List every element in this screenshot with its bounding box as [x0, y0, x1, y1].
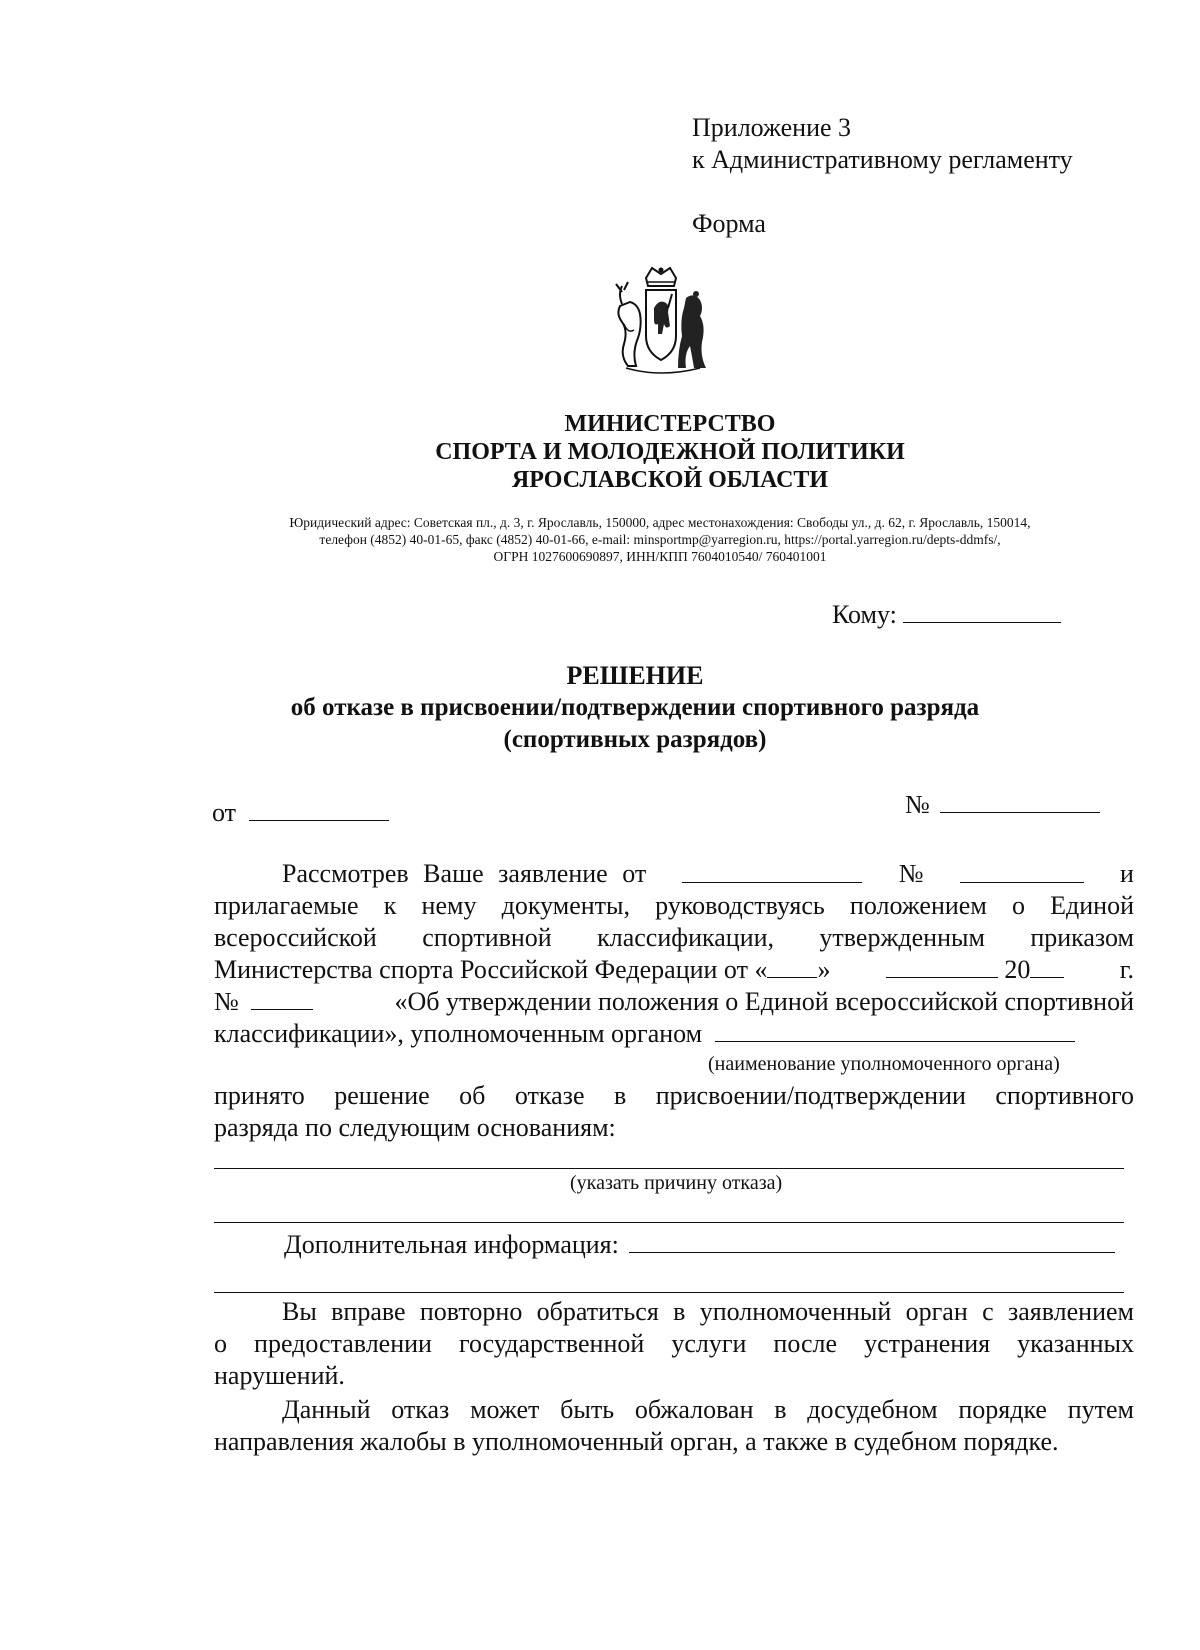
paragraph-1-line-5 [214, 986, 1134, 1019]
p1-and: и [1120, 859, 1134, 888]
p1-quote-close: » [817, 955, 831, 984]
p1-number-sign: № [898, 859, 924, 888]
paragraph-1-line-2: прилагаемые к нему документы, руководствуясь положением о Единой [214, 891, 1134, 920]
appendix-title: Приложение 3 [692, 113, 852, 142]
address-line-1: Юридический адрес: Советская пл., д. 3, г. Ярославль, 150000, адрес местонахождения: Свободы ул., д. 62, г. Ярославль, 150014, [289, 515, 1031, 530]
number-blank[interactable] [940, 811, 1100, 813]
paragraph-1-line-7: принято решение об отказе в присвоении/подтверждении спортивного [214, 1081, 1134, 1110]
p1-year-suffix: г. [1119, 955, 1134, 984]
number-label: № [905, 790, 930, 819]
date-blank[interactable] [249, 819, 389, 821]
paragraph-1-line-4 [214, 954, 1134, 987]
date-label: от [212, 798, 237, 827]
p1-authority-label: классификации», уполномоченным органом [214, 1019, 703, 1048]
decision-date-field [212, 798, 389, 828]
paragraph-2-line-1: Вы вправе повторно обратиться в уполномоченный орган с заявлением [282, 1297, 1134, 1326]
recipient-blank[interactable] [903, 621, 1061, 623]
decision-subtitle-2: (спортивных разрядов) [503, 726, 767, 753]
form-label: Форма [692, 209, 766, 238]
recipient-field [832, 600, 1061, 630]
p1-order-ref: Министерства спорта Российской Федерации от « [214, 955, 768, 984]
appendix-block [692, 112, 1073, 240]
additional-info-rule[interactable] [214, 1292, 1124, 1293]
paragraph-3-line-2: направления жалобы в уполномоченный орган, а также в судебном порядке. [214, 1427, 1059, 1456]
paragraph-2-line-2: о предоставлении государственной услуги после устранения указанных [214, 1329, 1134, 1358]
p1-order-number-sign: № [214, 987, 239, 1016]
additional-info-label: Дополнительная информация: [284, 1230, 619, 1259]
paragraph-3-line-1: Данный отказ может быть обжалован в досудебном порядке путем [282, 1395, 1134, 1424]
additional-info-blank[interactable] [629, 1251, 1115, 1253]
ministry-address [200, 514, 1120, 565]
authority-name-blank[interactable] [715, 1040, 1075, 1042]
reason-rule-2[interactable] [214, 1222, 1124, 1223]
paragraph-1-line-8: разряда по следующим основаниям: [214, 1113, 616, 1142]
order-day-blank[interactable] [767, 976, 817, 978]
p1-order-title: «Об утверждении положения о Единой всероссийской спортивной [394, 987, 1134, 1016]
decision-number-field [905, 790, 1100, 820]
decision-title: РЕШЕНИЕ [566, 661, 704, 690]
p1-year-prefix: 20 [1004, 955, 1031, 984]
address-line-3: ОГРН 1027600690897, ИНН/КПП 7604010540/ 760401001 [493, 549, 827, 564]
ministry-line-3: ЯРОСЛАВСКОЙ ОБЛАСТИ [511, 467, 829, 493]
additional-info-field [284, 1230, 1115, 1260]
yaroslavl-coat-of-arms-icon [608, 264, 714, 378]
decision-subtitle-1: об отказе в присвоении/подтверждении спортивного разряда [290, 694, 980, 721]
recipient-label: Кому: [832, 600, 897, 629]
authority-caption: (наименование уполномоченного органа) [708, 1053, 1060, 1075]
reason-caption: (указать причину отказа) [570, 1172, 783, 1194]
decision-heading [0, 660, 1200, 756]
paragraph-1-line-3: всероссийской спортивной классификации, утвержденным приказом [214, 923, 1134, 952]
ministry-name [0, 410, 1200, 494]
paragraph-2-line-3: нарушений. [214, 1361, 345, 1390]
order-month-blank[interactable] [886, 976, 998, 978]
p1-application-label: Рассмотрев Ваше заявление от [282, 859, 647, 888]
ministry-line-1: МИНИСТЕРСТВО [564, 411, 776, 437]
order-year-blank[interactable] [1030, 976, 1064, 978]
paragraph-1-line-1 [214, 858, 1134, 891]
reason-rule-1[interactable] [214, 1168, 1124, 1169]
paragraph-1-line-6 [214, 1018, 1134, 1051]
order-number-blank[interactable] [251, 1008, 313, 1010]
ministry-line-2: СПОРТА И МОЛОДЕЖНОЙ ПОЛИТИКИ [435, 439, 905, 465]
address-line-2: телефон (4852) 40-01-65, факс (4852) 40-01-66, e-mail: minsportmp@yarregion.ru, https://portal.yarregion.ru/depts-ddmfs/, [319, 532, 1001, 547]
application-number-blank[interactable] [960, 881, 1084, 883]
application-date-blank[interactable] [682, 881, 862, 883]
appendix-reference: к Административному регламенту [692, 145, 1073, 174]
